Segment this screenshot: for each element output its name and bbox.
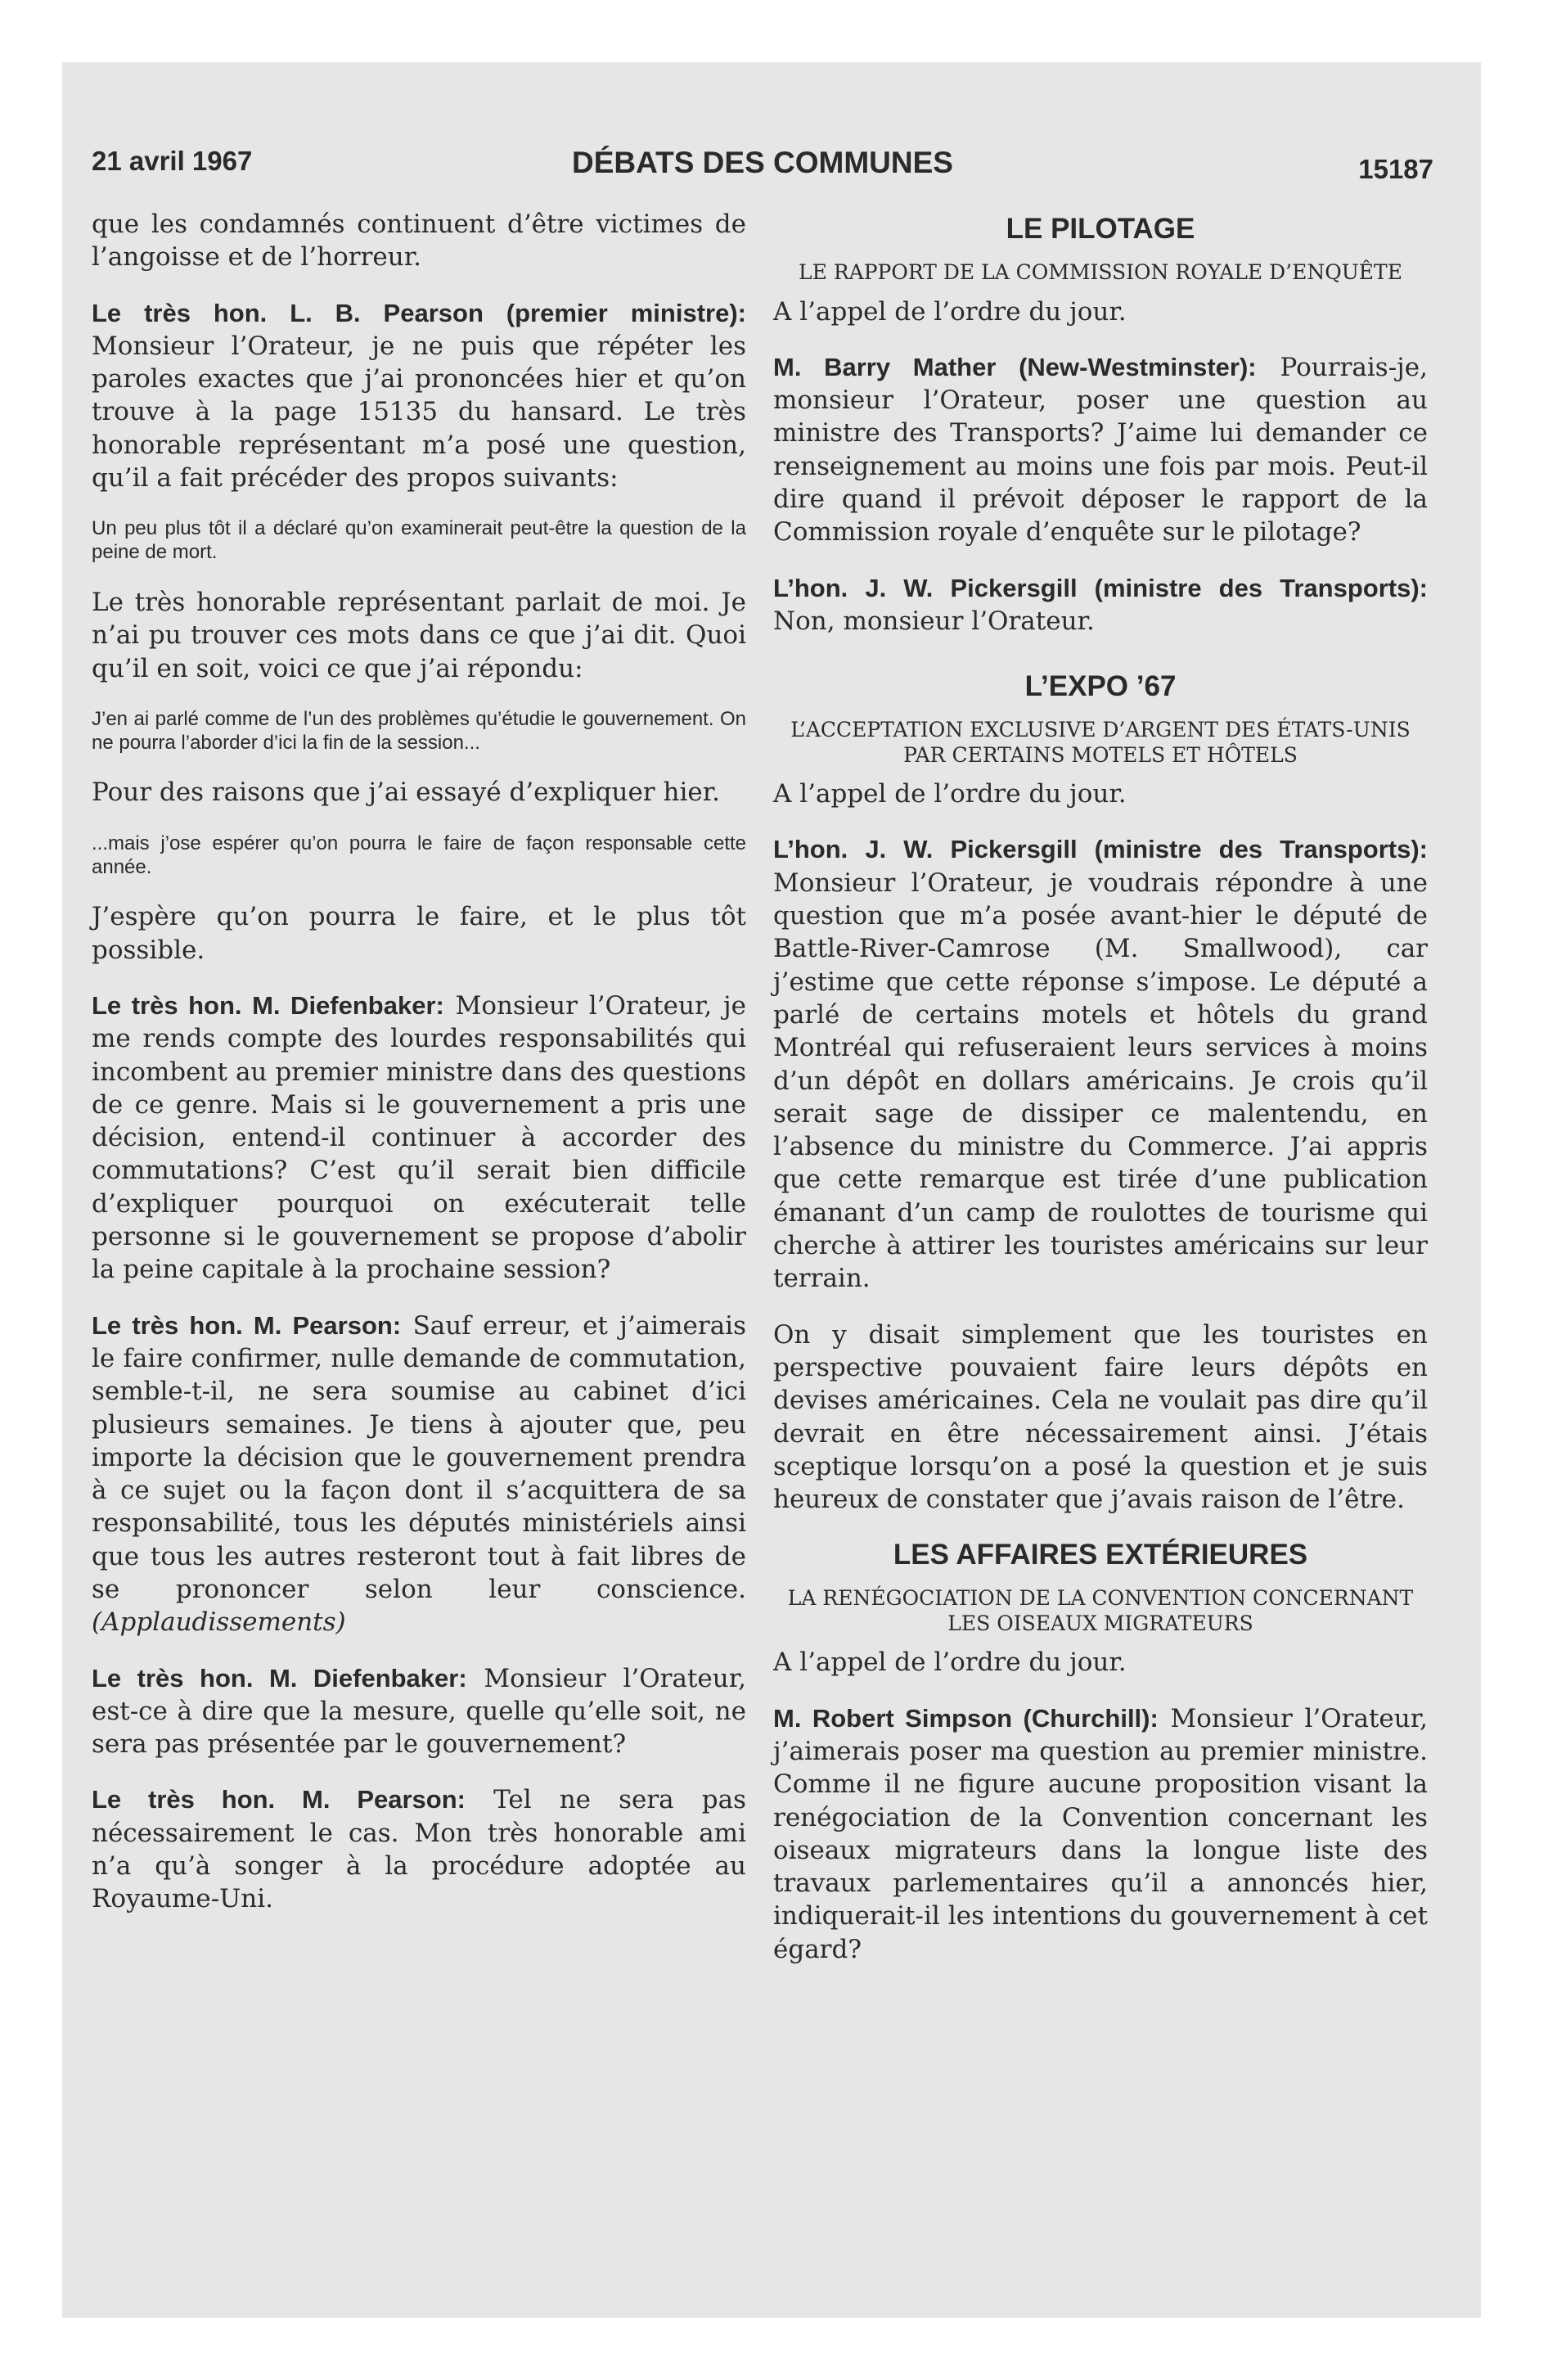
header-title: DÉBATS DES COMMUNES [572, 146, 953, 179]
speaker-name: Le très hon. L. B. Pearson (premier ministre): [92, 298, 746, 327]
applause-note: (Applaudissements) [92, 1607, 346, 1638]
paragraph [773, 1702, 1428, 1966]
quotation: ...mais j’ose espérer qu’on pourra le faire de façon responsable cette année. [92, 832, 746, 878]
paragraph [773, 833, 1428, 1295]
speaker-name: Le très hon. M. Diefenbaker: [92, 1663, 467, 1693]
speech-text: Monsieur l’Orateur, j’aimerais poser ma question au premier ministre. Comme il ne figure aucune proposition visant la renégociation de la Convention concernant les oiseaux migrateurs dans la longue liste des travaux parlementaires qu’il a annoncés hier, indiquerait-il les intentions du gouvernement à cet égard? [773, 1703, 1428, 1964]
speech-text: Tel ne sera pas nécessairement le cas. Mon très honorable ami n’a qu’à songer à la procédure adoptée au Royaume-Uni. [92, 1785, 746, 1914]
section-heading: L’EXPO ’67 [1024, 670, 1177, 703]
paragraph [773, 572, 1428, 638]
right-column [773, 213, 1428, 1989]
running-header [92, 146, 1433, 187]
paragraph [773, 351, 1428, 549]
paragraph: On y disait simplement que les touristes en perspective pouvaient faire leurs dépôts en devises américaines. Cela ne voulait pas dire qu’il devrait en être nécessairement ainsi. J’étais sceptique lorsqu’on a posé la question et je suis heureux de constater que j’avais raison de l’être. [773, 1319, 1428, 1515]
paragraph [92, 297, 746, 495]
paragraph [92, 989, 746, 1287]
speech-text: Monsieur l’Orateur, est-ce à dire que la mesure, quelle qu’elle soit, ne sera pas présentée par le gouvernement? [92, 1663, 746, 1760]
page-number: 15187 [1358, 154, 1433, 184]
quotation: Un peu plus tôt il a déclaré qu’on examinerait peut-être la question de la peine de mort. [92, 517, 746, 564]
speech-text: Sauf erreur, et j’aimerais le faire confirmer, nulle demande de commutation, semble-t-il, ne sera soumise au cabinet d’ici plusieurs semaines. Je tiens à ajouter que, peu importe la décision que le gouvernement prendra à ce sujet ou la façon dont il s’acquittera de sa responsabilité, tous les députés ministériels ainsi que tous les autres resteront tout à fait libres de se prononcer selon leur conscience. [92, 1310, 746, 1604]
paragraph: A l’appel de l’ordre du jour. [773, 296, 1127, 327]
paragraph: A l’appel de l’ordre du jour. [773, 1648, 1127, 1678]
quotation: J’en ai parlé comme de l’un des problèmes qu’étudie le gouvernement. On ne pourra l’aborder d’ici la fin de la session... [92, 707, 746, 754]
section-subheading: LA RENÉGOCIATION DE LA CONVENTION CONCERNANT LES OISEAUX MIGRATEURS [787, 1586, 1414, 1635]
paragraph: que les condamnés continuent d’être victimes de l’angoisse et de l’horreur. [92, 210, 746, 273]
speech-text: Monsieur l’Orateur, je ne puis que répéter les paroles exactes que j’ai prononcées hier et qu’on trouve à la page 15135 du hansard. Le très honorable représentant m’a posé une question, qu’il a fait précéder des propos suivants: [92, 331, 746, 494]
speaker-name: L’hon. J. W. Pickersgill (ministre des Transports): [773, 573, 1428, 602]
speaker-name: L’hon. J. W. Pickersgill (ministre des Transports): [773, 835, 1428, 864]
speech-text: Non, monsieur l’Orateur. [773, 606, 1095, 636]
paragraph: Pour des raisons que j’ai essayé d’expliquer hier. [92, 778, 720, 808]
left-column [92, 208, 746, 1939]
header-date: 21 avril 1967 [92, 146, 253, 176]
paragraph: A l’appel de l’ordre du jour. [773, 779, 1127, 809]
speaker-name: Le très hon. M. Pearson: [92, 1310, 402, 1340]
paragraph [92, 1309, 746, 1639]
paragraph [92, 1783, 746, 1915]
section-heading: LE PILOTAGE [1006, 213, 1195, 245]
speaker-name: Le très hon. M. Pearson: [92, 1785, 466, 1814]
paragraph: J’espère qu’on pourra le faire, et le plus tôt possible. [92, 902, 746, 965]
section-heading: LES AFFAIRES EXTÉRIEURES [893, 1539, 1308, 1571]
speech-text: Monsieur l’Orateur, je voudrais répondre à une question que m’a posée avant-hier le député de Battle-River-Camrose (M. Smallwood), car j’estime que cette réponse s’impose. Le député a parlé de certains motels et hôtels du grand Montréal qui refuseraient leurs services à moins d’un dépôt en dollars américains. Je crois qu’il serait sage de dissiper ce malentendu, en l’absence du ministre du Commerce. J’ai appris que cette remarque est tirée d’une publication émanant d’un camp de roulottes de tourisme qui cherche à attirer les touristes américains sur leur terrain. [773, 868, 1428, 1294]
speaker-name: M. Robert Simpson (Churchill): [773, 1703, 1159, 1733]
speech-text: Monsieur l’Orateur, je me rends compte des lourdes responsabilités qui incombent au premier ministre dans des questions de ce genre. Mais si le gouvernement a pris une décision, entend-il continuer à accorder des commutations? C’est qu’il serait bien difficile d’expliquer pourquoi on exécuterait telle personne si le gouvernement se propose d’abolir la peine capitale à la prochaine session? [92, 990, 747, 1285]
speaker-name: M. Barry Mather (New-Westminster): [773, 352, 1257, 381]
paragraph [92, 1662, 746, 1761]
speech-text: Pourrais-je, monsieur l’Orateur, poser une question au ministre des Transports? J’aime lui demander ce renseignement au moins une fois par mois. Peut-il dire quand il prévoit déposer le rapport de la Commission royale d’enquête sur le pilotage? [773, 352, 1428, 548]
paragraph: Le très honorable représentant parlait de moi. Je n’ai pu trouver ces mots dans ce que j’ai dit. Quoi qu’il en soit, voici ce que j’ai répondu: [92, 587, 746, 683]
section-subheading: L’ACCEPTATION EXCLUSIVE D’ARGENT DES ÉTATS-UNIS PAR CERTAINS MOTELS ET HÔTELS [790, 718, 1411, 767]
section-subheading: LE RAPPORT DE LA COMMISSION ROYALE D’ENQUÊTE [799, 260, 1402, 284]
speaker-name: Le très hon. M. Diefenbaker: [92, 990, 444, 1020]
